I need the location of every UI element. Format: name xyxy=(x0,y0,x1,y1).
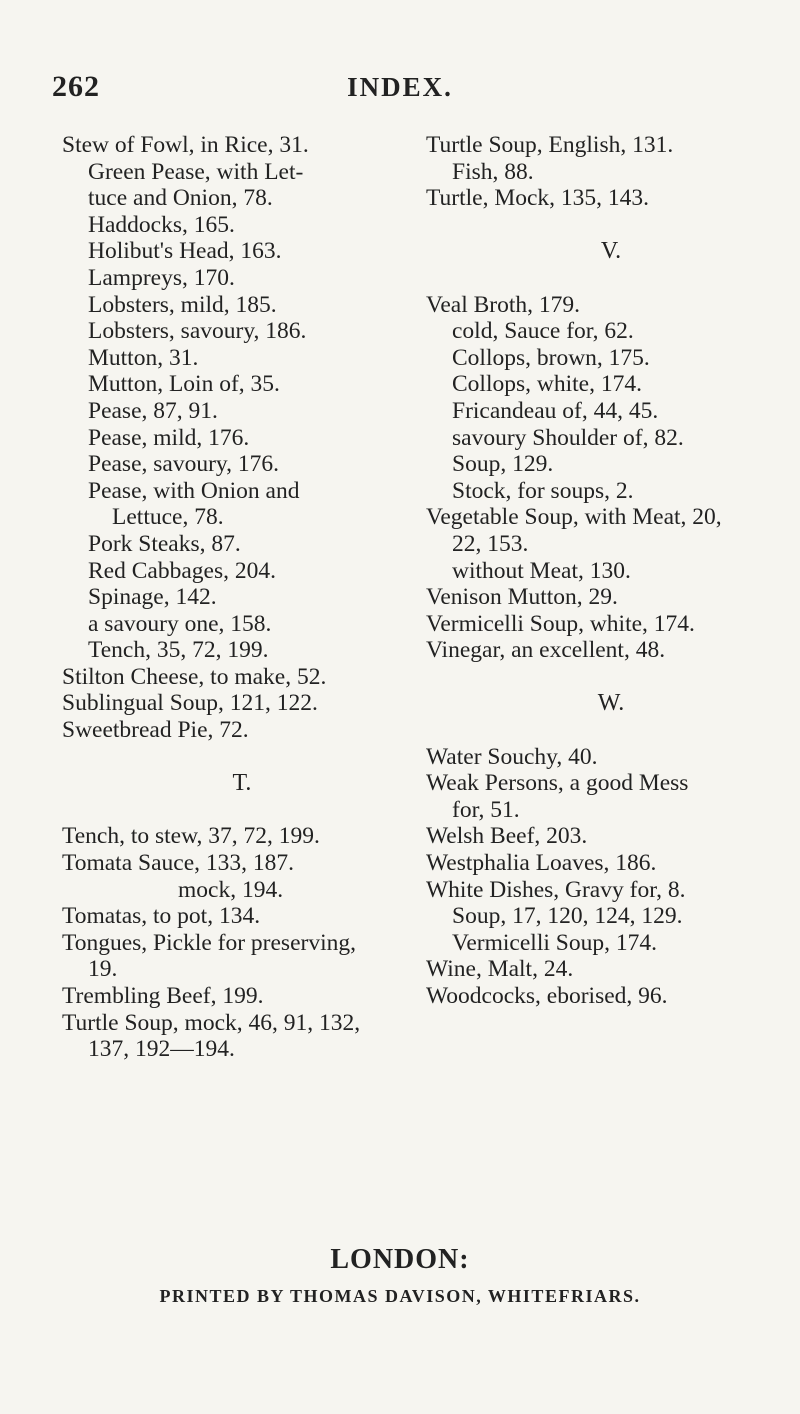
imprint-city: LONDON: xyxy=(330,1244,470,1275)
imprint-printer: PRINTED BY THOMAS DAVISON, WHITEFRIARS. xyxy=(159,1286,641,1306)
index-entry: 22, 153. xyxy=(452,530,529,557)
index-entry: Collops, white, 174. xyxy=(452,371,642,398)
index-entry: Tomatas, to pot, 134. xyxy=(62,903,261,930)
index-entry: 137, 192—194. xyxy=(88,1036,235,1063)
index-entry: Turtle, Mock, 135, 143. xyxy=(426,185,650,212)
index-entry: Water Souchy, 40. xyxy=(426,743,598,770)
index-entry: Tomata Sauce, 133, 187. xyxy=(62,850,294,877)
index-entry: tuce and Onion, 78. xyxy=(88,185,273,212)
index-entry: Stew of Fowl, in Rice, 31. xyxy=(62,132,309,158)
page-number: 262 xyxy=(52,70,100,103)
index-entry: Tench, to stew, 37, 72, 199. xyxy=(62,823,320,850)
index-entry: Soup, 17, 120, 124, 129. xyxy=(452,903,683,930)
index-entry: Woodcocks, eborised, 96. xyxy=(426,983,668,1009)
index-entry: Welsh Beef, 203. xyxy=(426,823,588,850)
section-letter: T. xyxy=(232,770,252,797)
index-entry: Red Cabbages, 204. xyxy=(88,557,276,584)
index-entry: Wine, Malt, 24. xyxy=(426,956,574,983)
index-column-left xyxy=(62,132,422,1063)
section-letter: W. xyxy=(597,690,625,717)
index-entry: cold, Sauce for, 62. xyxy=(452,318,634,345)
spacer xyxy=(62,744,422,771)
index-entry: Green Pease, with Let- xyxy=(88,158,304,185)
index-entry: Tongues, Pickle for preserving, xyxy=(62,929,356,956)
index-entry: mock, 194. xyxy=(178,876,284,903)
index-entry: Pease, mild, 176. xyxy=(88,424,250,451)
index-entry: Lampreys, 170. xyxy=(88,264,235,291)
index-entry: Stock, for soups, 2. xyxy=(452,477,634,504)
index-entry: Mutton, Loin of, 35. xyxy=(88,371,280,398)
index-entry: Lettuce, 78. xyxy=(112,504,224,531)
index-entry: Pease, with Onion and xyxy=(88,477,300,504)
index-entry: for, 51. xyxy=(452,796,520,823)
spacer xyxy=(426,717,796,744)
index-entry: Mutton, 31. xyxy=(88,344,199,371)
index-column-right xyxy=(426,132,796,1010)
index-entry: without Meat, 130. xyxy=(452,557,631,584)
index-entry: Turtle Soup, mock, 46, 91, 132, xyxy=(62,1009,361,1036)
spacer xyxy=(62,797,422,824)
spacer xyxy=(426,212,796,239)
index-entry: Turtle Soup, English, 131. xyxy=(426,132,674,158)
index-entry: a savoury one, 158. xyxy=(88,610,272,637)
index-entry: Pease, 87, 91. xyxy=(88,397,218,424)
index-entry: Vermicelli Soup, 174. xyxy=(452,929,657,956)
index-entry: Fricandeau of, 44, 45. xyxy=(452,397,659,424)
index-entry: savoury Shoulder of, 82. xyxy=(452,424,684,451)
index-entry: Sublingual Soup, 121, 122. xyxy=(62,690,318,717)
index-entry: White Dishes, Gravy for, 8. xyxy=(426,876,686,903)
index-entry: Fish, 88. xyxy=(452,158,534,185)
index-entry: Soup, 129. xyxy=(452,451,554,478)
index-entry: 19. xyxy=(88,956,118,983)
spacer xyxy=(426,664,796,691)
index-entry: Vermicelli Soup, white, 174. xyxy=(426,610,695,637)
page-title: INDEX. xyxy=(347,72,453,102)
index-entry: Lobsters, savoury, 186. xyxy=(88,318,307,345)
index-entry: Pease, savoury, 176. xyxy=(88,451,280,478)
index-entry: Venison Mutton, 29. xyxy=(426,584,618,611)
index-entry: Sweetbread Pie, 72. xyxy=(62,717,249,744)
index-entry: Stilton Cheese, to make, 52. xyxy=(62,663,327,690)
index-entry: Vinegar, an excellent, 48. xyxy=(426,637,666,664)
index-entry: Vegetable Soup, with Meat, 20, xyxy=(426,504,722,531)
section-letter: V. xyxy=(600,238,622,265)
index-entry: Westphalia Loaves, 186. xyxy=(426,850,657,877)
index-entry: Pork Steaks, 87. xyxy=(88,530,241,557)
index-entry: Lobsters, mild, 185. xyxy=(88,291,277,318)
index-entry: Collops, brown, 175. xyxy=(452,344,650,371)
index-entry: Tench, 35, 72, 199. xyxy=(88,637,269,664)
spacer xyxy=(426,265,796,292)
index-entry: Haddocks, 165. xyxy=(88,211,235,238)
index-entry: Veal Broth, 179. xyxy=(426,291,581,318)
index-entry: Weak Persons, a good Mess xyxy=(426,770,689,797)
index-entry: Holibut's Head, 163. xyxy=(88,238,282,265)
index-entry: Trembling Beef, 199. xyxy=(62,983,264,1009)
index-entry: Spinage, 142. xyxy=(88,584,217,611)
